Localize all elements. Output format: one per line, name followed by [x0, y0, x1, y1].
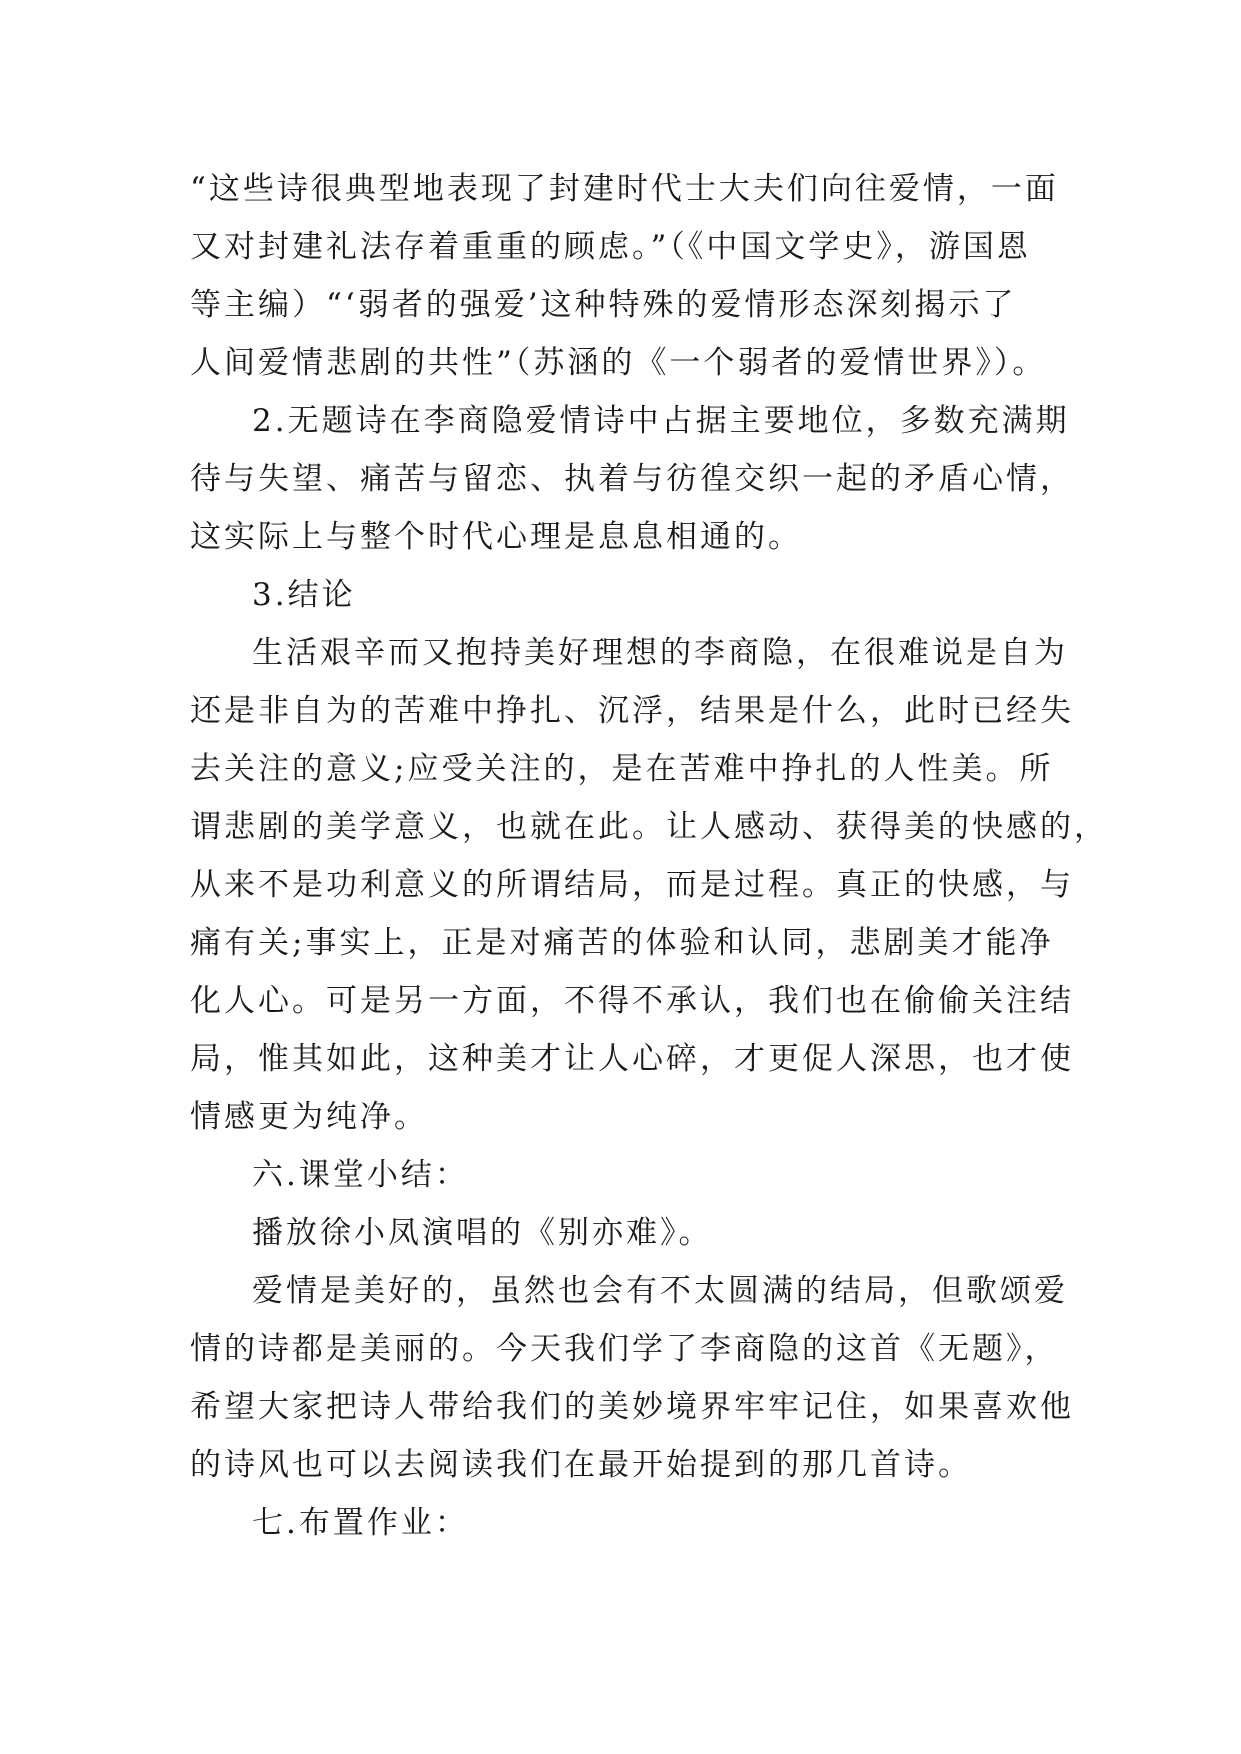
text-line: 希望大家把诗人带给我们的美妙境界牢牢记住，如果喜欢他 [190, 1389, 1074, 1425]
text-line: “这些诗很典型地表现了封建时代士大夫们向往爱情，一面 [190, 171, 1059, 207]
text-line: 情的诗都是美丽的。今天我们学了李商隐的这首《无题》， [190, 1331, 1059, 1367]
text-line: 3.结论 [252, 577, 356, 613]
text-line: 这实际上与整个时代心理是息息相通的。 [190, 519, 802, 555]
text-line: 待与失望、痛苦与留恋、执着与彷徨交织一起的矛盾心情， [190, 461, 1074, 497]
text-line: 六.课堂小结： [252, 1157, 469, 1193]
text-line: 去关注的意义;应受关注的，是在苦难中挣扎的人性美。所 [190, 751, 1054, 787]
text-line: 七.布置作业： [252, 1505, 469, 1541]
text-line: 化人心。可是另一方面，不得不承认，我们也在偷偷关注结 [190, 983, 1074, 1019]
text-line: 播放徐小凤演唱的《别亦难》。 [252, 1215, 713, 1251]
text-line: 从来不是功利意义的所谓结局，而是过程。真正的快感，与 [190, 867, 1074, 903]
text-line: 还是非自为的苦难中挣扎、沉浮，结果是什么，此时已经失 [190, 693, 1074, 729]
text-line: 爱情是美好的，虽然也会有不太圆满的结局，但歌颂爱 [252, 1273, 1068, 1309]
text-line: 局，惟其如此，这种美才让人心碎，才更促人深思，也才使 [190, 1041, 1074, 1077]
text-line: 情感更为纯净。 [190, 1099, 428, 1135]
text-line: 的诗风也可以去阅读我们在最开始提到的那几首诗。 [190, 1447, 972, 1483]
text-line: 人间爱情悲剧的共性”（苏涵的《一个弱者的爱情世界》）。 [190, 345, 1047, 381]
text-line: 谓悲剧的美学意义，也就在此。让人感动、获得美的快感的， [190, 809, 1108, 845]
text-line: 等主编）“‘弱者的强爱’这种特殊的爱情形态深刻揭示了 [190, 287, 1017, 323]
document-body [190, 160, 1108, 1552]
text-line: 生活艰辛而又抱持美好理想的李商隐，在很难说是自为 [252, 635, 1068, 671]
text-line: 又对封建礼法存着重重的顾虑。”（《中国文学史》，游国恩 [190, 229, 1031, 265]
text-line: 痛有关;事实上，正是对痛苦的体验和认同，悲剧美才能净 [190, 925, 1054, 961]
text-line: 2.无题诗在李商隐爱情诗中占据主要地位，多数充满期 [252, 403, 1070, 439]
